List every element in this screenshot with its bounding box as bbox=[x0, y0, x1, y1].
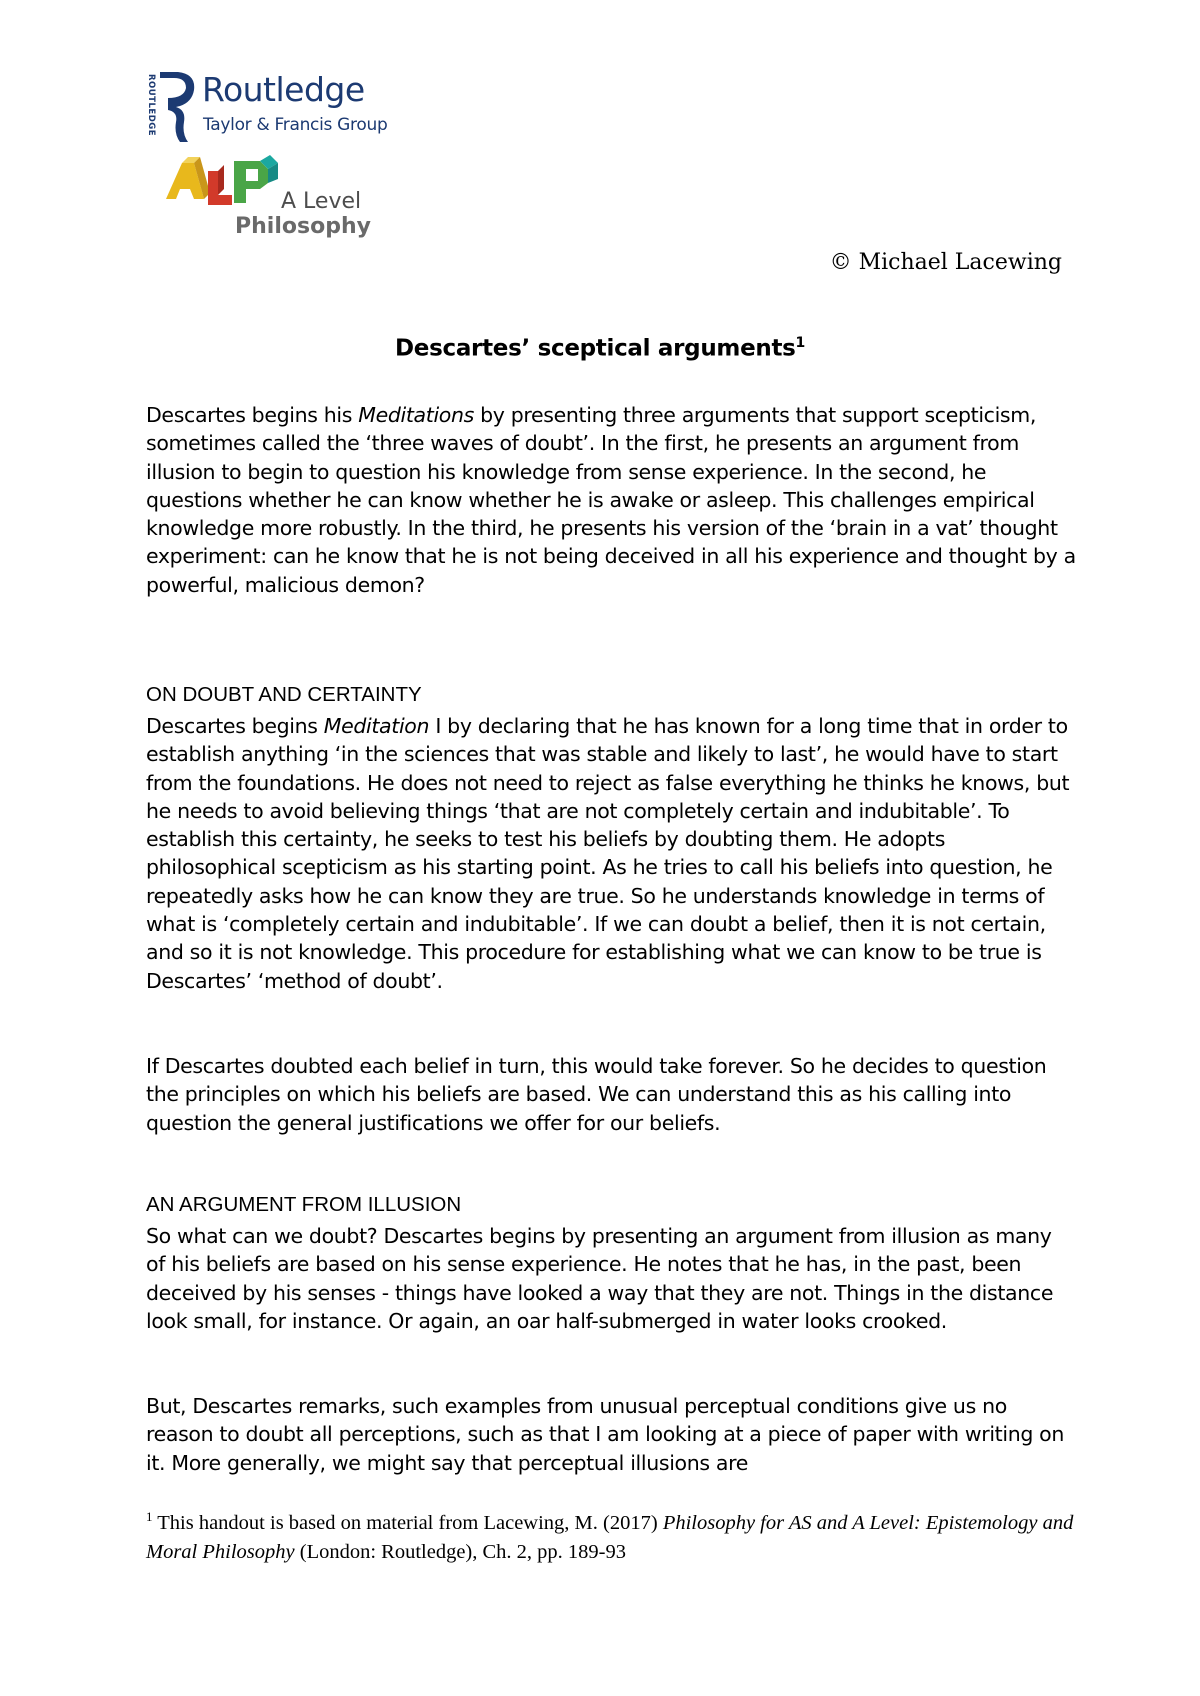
intro-text-rest: by presenting three arguments that support scepticism, sometimes called the ‘three waves of doubt’. In the first, he presents an argument from illusion to begin to question his knowledge from sense experience. In the second, he questions whether he can know whether he is awake or asleep. This challenges empirical knowledge more robustly. In the third, he presents his version of the ‘brain in a vat’ thought experiment: can he know that he is not being deceived in all his experience and thought by a powerful, malicious demon? bbox=[146, 403, 1076, 597]
publisher-name: Routledge bbox=[202, 70, 365, 109]
document-title bbox=[0, 335, 1200, 362]
footnote bbox=[146, 1502, 1076, 1567]
section2-paragraph-2: But, Descartes remarks, such examples from unusual perceptual conditions give us no reason to doubt all perceptions, such as that I am looking at a piece of paper with writing on it. More generally, we might say that perceptual illusions are bbox=[146, 1394, 1065, 1475]
section1-text-start: Descartes begins bbox=[146, 714, 324, 738]
routledge-r-icon bbox=[140, 70, 202, 145]
footnote-text-start: This handout is based on material from Lacewing, M. (2017) bbox=[152, 1511, 663, 1534]
section-heading-argument-illusion: AN ARGUMENT FROM ILLUSION bbox=[146, 1193, 462, 1216]
title-footnote-mark: 1 bbox=[795, 335, 805, 351]
section1-text-rest: I by declaring that he has known for a long time that in order to establish anything ‘in the sciences that was stable and likely to last’, he would have to start from the foundations. He does not need to reject as false everything he thinks he knows, but he needs to avoid believing things ‘that are not completely certain and indubitable’. To establish this certainty, he seeks to test his beliefs by doubting them. He adopts philosophical scepticism as his starting point. As he tries to call his beliefs into question, he repeatedly asks how he can know they are true. So he understands knowledge in terms of what is ‘completely certain and indubitable’. If we can doubt a belief, then it is not certain, and so it is not knowledge. This procedure for establishing what we can know to be true is Descartes’ ‘method of doubt’. bbox=[146, 714, 1070, 993]
publisher-group: Taylor & Francis Group bbox=[203, 115, 388, 135]
section-heading-doubt-certainty: ON DOUBT AND CERTAINTY bbox=[146, 683, 422, 706]
footnote-italic-book-title: Philosophy for AS and A Level: Epistemology and Moral Philosophy bbox=[146, 1511, 1074, 1563]
alp-blocks-icon bbox=[160, 155, 280, 215]
intro-paragraph bbox=[146, 401, 1076, 599]
footnote-mark: 1 bbox=[146, 1509, 153, 1524]
section1-paragraph-1 bbox=[146, 712, 1076, 995]
intro-text-start: Descartes begins his bbox=[146, 403, 359, 427]
section2-paragraph-1: So what can we doubt? Descartes begins by presenting an argument from illusion as many of his beliefs are based on his sense experience. He notes that he has, in the past, been deceived by his senses - things have looked a way that they are not. Things in the distance look small, for instance. Or again, an oar half-submerged in water looks crooked. bbox=[146, 1224, 1054, 1333]
copyright-line: © Michael Lacewing bbox=[829, 250, 1062, 275]
alp-text-a-level: A Level bbox=[281, 189, 362, 214]
footnote-text-rest: (London: Routledge), Ch. 2, pp. 189-93 bbox=[294, 1540, 627, 1563]
routledge-logo bbox=[140, 70, 400, 145]
section1-paragraph-2: If Descartes doubted each belief in turn, this would take forever. So he decides to question the principles on which his beliefs are based. We can understand this as his calling into question the general justifications we offer for our beliefs. bbox=[146, 1054, 1047, 1135]
intro-italic-meditations: Meditations bbox=[358, 403, 474, 427]
alp-text-philosophy: Philosophy bbox=[235, 214, 371, 239]
alp-logo bbox=[160, 155, 400, 245]
section1-italic-meditation: Meditation bbox=[323, 714, 430, 738]
svg-text:ROUTLEDGE: ROUTLEDGE bbox=[146, 74, 156, 137]
title-text: Descartes’ sceptical arguments bbox=[395, 335, 796, 362]
